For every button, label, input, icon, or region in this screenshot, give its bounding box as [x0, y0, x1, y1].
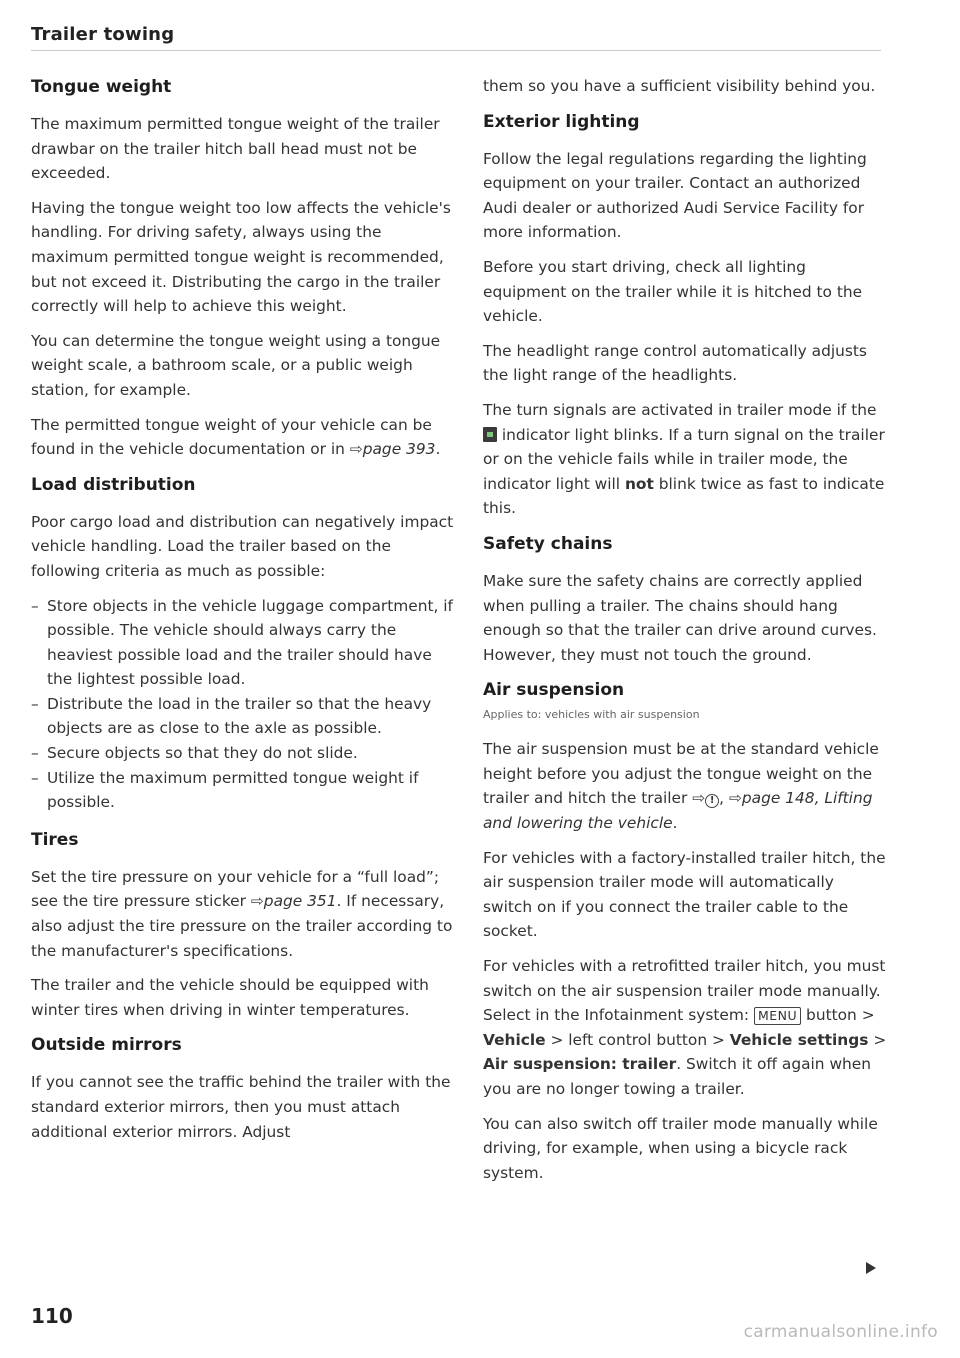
- paragraph: Having the tongue weight too low affects the vehicle's handling. For driving safety, always using the maximum permitted tongue weight is recommended, but not exceed it. Distributing the cargo in the trailer correctly will help to achieve this weight.: [31, 198, 451, 316]
- menu-key-label: MENU: [754, 1007, 801, 1025]
- caution-icon[interactable]: !: [705, 794, 719, 808]
- paragraph: Before you start driving, check all lighting equipment on the trailer while it is hitched to the vehicle.: [483, 257, 863, 326]
- page-reference-link[interactable]: [350, 440, 436, 458]
- paragraph-text: The air suspension must be at the standard vehicle height before you adjust the tongue weight on the trailer and hitch the trailer: [483, 740, 879, 808]
- heading-outside-mirrors: Outside mirrors: [31, 1035, 182, 1056]
- paragraph: You can determine the tongue weight using a tongue weight scale, a bathroom scale, or a public weigh station, for example.: [31, 331, 441, 399]
- paragraph: Make sure the safety chains are correctly applied when pulling a trailer. The chains should hang enough so that the trailer can drive around curves. However, they must not touch the ground.: [483, 571, 877, 664]
- page-header-title: Trailer towing: [31, 24, 175, 45]
- header-divider: [31, 50, 881, 51]
- paragraph-text: For vehicles with a retrofitted trailer hitch, you must switch on the air suspension trailer mode manually. Select in the Infotainment system:: [483, 957, 886, 1025]
- page-reference-text: page 148, Lifting and lowering the vehicle: [483, 789, 873, 833]
- paragraph: The trailer and the vehicle should be equipped with winter tires when driving in winter temperatures.: [31, 976, 429, 1019]
- arrow-right-icon: ⇨: [692, 789, 706, 808]
- arrow-right-icon: ⇨: [250, 892, 264, 911]
- paragraph-text: button: [806, 1006, 857, 1025]
- paragraph: [31, 865, 455, 963]
- continue-arrow-icon: [866, 1262, 876, 1274]
- paragraph: If you cannot see the traffic behind the trailer with the standard exterior mirrors, then you must attach additional exterior mirrors. Adjust: [31, 1073, 451, 1141]
- watermark-text: carmanualsonline.info: [743, 1322, 938, 1342]
- arrow-right-icon: ⇨: [349, 440, 363, 459]
- list-item: – Utilize the maximum permitted tongue weight if possible.: [31, 766, 455, 815]
- trailer-indicator-icon: [483, 427, 497, 442]
- heading-load-distribution: Load distribution: [31, 474, 196, 495]
- page-number: 110: [31, 1304, 73, 1328]
- paragraph: The air suspension must be at the standard vehicle height before you adjust the tongue weight on the trailer and hitch the trailer ⇨ ! , ⇨page 148, Lifting and lowering the vehicle.: [483, 740, 879, 833]
- paragraph: You can also switch off trailer mode manually while driving, for example, when using a bicycle rack system.: [483, 1114, 878, 1182]
- paragraph: For vehicles with a retrofitted trailer hitch, you must switch on the air suspension trailer mode manually. Select in the Infotainment system: MENU button > Vehicle > left control button > Vehicle settings > Air suspension: trailer. Switch it off again when you are no longer towing a trailer.: [483, 957, 887, 1098]
- paragraph-text: . If necessary, also adjust the tire pressure on the trailer according to the manufacturer's specifications.: [31, 892, 453, 960]
- paragraph-text: The turn signals are activated in trailer mode if the: [483, 400, 877, 419]
- heading-safety-chains: Safety chains: [483, 533, 613, 554]
- paragraph: them so you have a sufficient visibility behind you.: [483, 77, 876, 95]
- right-column: [483, 74, 887, 1195]
- paragraph: The headlight range control automatically adjusts the light range of the headlights.: [483, 341, 867, 385]
- paragraph: For vehicles with a factory-installed trailer hitch, the air suspension trailer mode will automatically switch on if you connect the trailer cable to the socket.: [483, 848, 886, 941]
- heading-tongue-weight: Tongue weight: [31, 77, 172, 97]
- page-reference-text: page 351: [263, 892, 337, 911]
- paragraph-text: indicator light blinks. If a turn signal on the trailer or on the vehicle fails while in trailer mode, the indicator light will: [483, 425, 885, 493]
- menu-path-vehicle: Vehicle: [483, 1030, 546, 1049]
- emphasis-text: not: [624, 474, 654, 493]
- list-item: – Secure objects so that they do not slide.: [31, 741, 455, 766]
- paragraph: The permitted tongue weight of your vehicle can be found in the vehicle documentation or in ⇨page 393.: [31, 415, 441, 459]
- paragraph-text: The permitted tongue weight of your vehicle can be found in the vehicle documentation or in: [31, 415, 432, 459]
- paragraph-text: left control button: [568, 1030, 708, 1049]
- paragraph-text: blink twice as fast to indicate this.: [483, 474, 885, 518]
- menu-path-vehicle-settings: Vehicle settings: [729, 1030, 869, 1049]
- paragraph: Follow the legal regulations regarding the lighting equipment on your trailer. Contact an authorized Audi dealer or authorized Audi Service Facility for more information.: [483, 149, 867, 242]
- page-reference-text: page 393: [362, 440, 436, 459]
- list-item: – Store objects in the vehicle luggage compartment, if possible. The vehicle should always carry the heaviest possible load and the trailer should have the lightest possible load.: [31, 594, 455, 692]
- heading-exterior-lighting: Exterior lighting: [483, 111, 640, 132]
- page-reference-link[interactable]: [251, 892, 337, 910]
- list-item: – Distribute the load in the trailer so that the heavy objects are as close to the axle as possible.: [31, 692, 455, 741]
- paragraph-text: Set the tire pressure on your vehicle for a “full load”; see the tire pressure sticker: [31, 867, 440, 911]
- left-column: [31, 74, 455, 1154]
- heading-air-suspension: Air suspension: [483, 680, 625, 701]
- paragraph-text: . Switch it off again when you are no longer towing a trailer.: [483, 1055, 872, 1098]
- applies-to-note: Applies to: vehicles with air suspension: [483, 708, 700, 722]
- paragraph: The maximum permitted tongue weight of the trailer drawbar on the trailer hitch ball head must not be exceeded.: [31, 115, 440, 183]
- arrow-right-icon: ⇨: [728, 789, 742, 808]
- menu-path-air-suspension-trailer: Air suspension: trailer: [483, 1055, 677, 1074]
- paragraph: Poor cargo load and distribution can negatively impact vehicle handling. Load the trailer based on the following criteria as much as possible:: [31, 512, 454, 580]
- paragraph: [483, 398, 887, 521]
- heading-tires: Tires: [31, 829, 79, 850]
- load-criteria-list: [31, 594, 455, 815]
